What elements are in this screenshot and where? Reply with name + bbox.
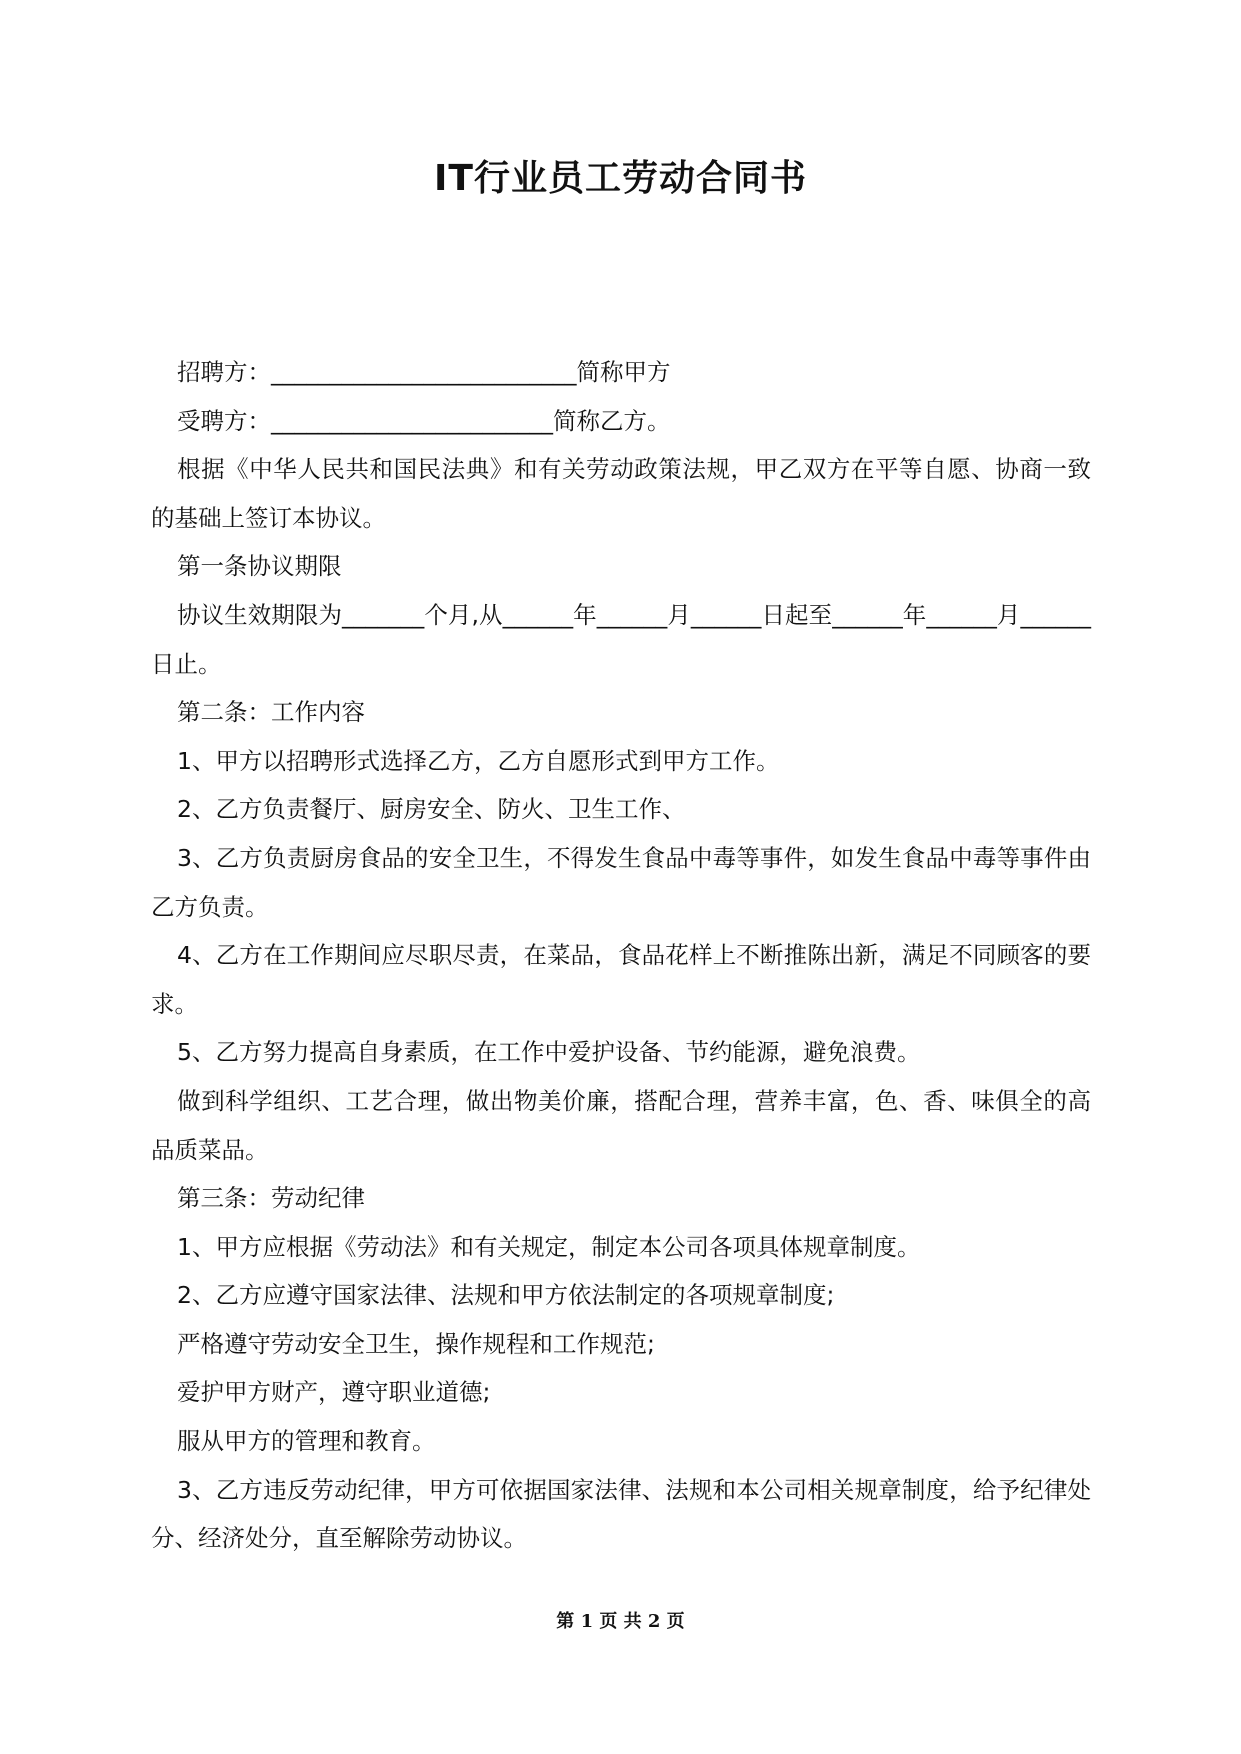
clause-2-5: 5、乙方努力提高自身素质，在工作中爱护设备、节约能源，避免浪费。 (177, 1038, 921, 1067)
clause-2-3: 3、乙方负责厨房食品的安全卫生，不得发生食品中毒等事件，如发生食品中毒等事件由乙方负责。 (151, 843, 1091, 921)
clause-3-3: 3、乙方违反劳动纪律，甲方可依据国家法律、法规和本公司相关规章制度，给予纪律处分、经济处分，直至解除劳动协议。 (151, 1475, 1091, 1553)
document-title: IT行业员工劳动合同书 (434, 158, 807, 199)
page-footer: 第 1 页 共 2 页 (556, 1611, 685, 1632)
clause-3-2-obey: 服从甲方的管理和教育。 (177, 1427, 436, 1456)
clause-2-4: 4、乙方在工作期间应尽职尽责，在菜品，食品花样上不断推陈出新，满足不同顾客的要求。 (151, 941, 1091, 1018)
clause-3-2-safety: 严格遵守劳动安全卫生，操作规程和工作规范; (177, 1329, 655, 1358)
section-heading-3: 第三条：劳动纪律 (177, 1184, 365, 1213)
paragraph-term: 协议生效期限为_______个月,从______年______月______日起至______年______月______日止。 (151, 600, 1091, 678)
section-heading-2: 第二条：工作内容 (177, 698, 365, 727)
paragraph-employer: 招聘方：__________________________简称甲方 (177, 358, 671, 386)
paragraph-employee: 受聘方：________________________简称乙方。 (177, 406, 671, 435)
clause-2-5-detail: 做到科学组织、工艺合理，做出物美价廉，搭配合理，营养丰富，色、香、味俱全的高品质菜品。 (151, 1086, 1091, 1164)
clause-3-1: 1、甲方应根据《劳动法》和有关规定，制定本公司各项具体规章制度。 (177, 1232, 921, 1261)
clause-2-1: 1、甲方以招聘形式选择乙方，乙方自愿形式到甲方工作。 (177, 746, 780, 775)
clause-3-2-property: 爱护甲方财产，遵守职业道德; (177, 1378, 491, 1407)
section-heading-1: 第一条协议期限 (177, 552, 342, 581)
paragraph-preamble: 根据《中华人民共和国民法典》和有关劳动政策法规，甲乙双方在平等自愿、协商一致的基础上签订本协议。 (151, 455, 1091, 532)
document-body (151, 348, 1091, 1563)
clause-3-2: 2、乙方应遵守国家法律、法规和甲方依法制定的各项规章制度; (177, 1281, 835, 1310)
clause-2-2: 2、乙方负责餐厅、厨房安全、防火、卫生工作、 (177, 795, 686, 824)
